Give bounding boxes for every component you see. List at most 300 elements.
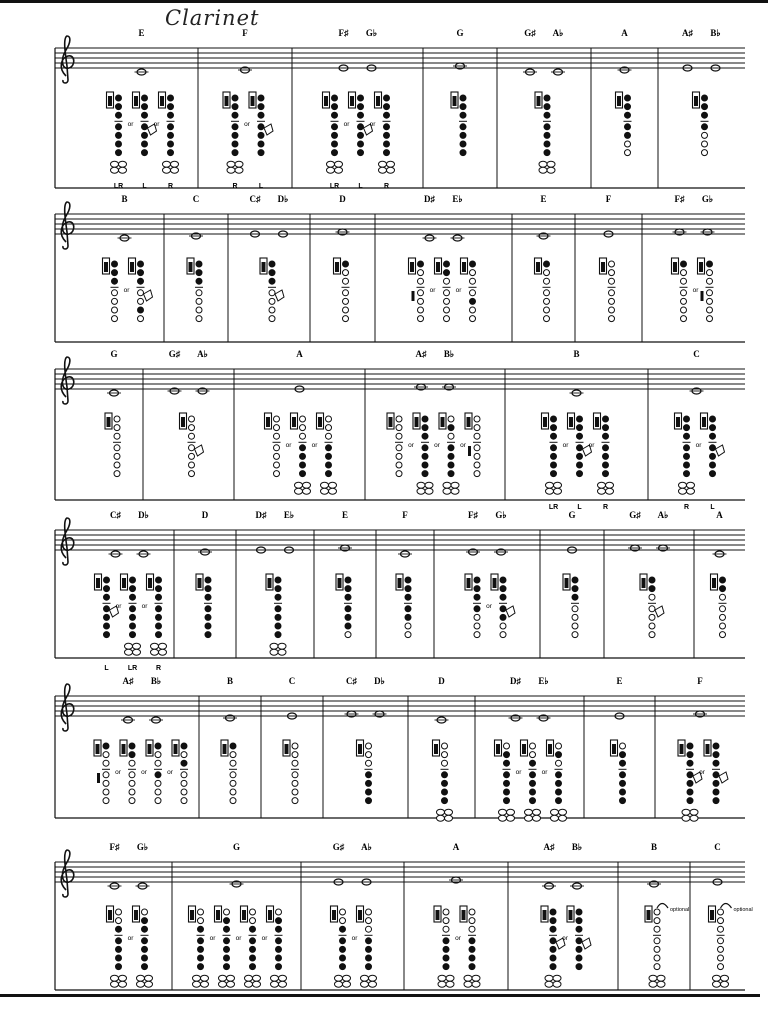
open-hole [469,926,475,932]
closed-hole [358,104,364,110]
little-finger-key [417,488,425,494]
open-hole [189,416,195,422]
register-key [96,578,100,588]
note-cell [105,349,121,477]
note-cell [187,194,203,322]
note-cell [168,349,210,477]
closed-hole [620,798,626,804]
closed-hole [603,453,609,459]
little-finger-key [227,975,235,981]
note-cell [600,194,616,322]
closed-hole [168,95,174,101]
little-finger-key [219,981,227,987]
open-hole [366,760,372,766]
closed-hole [504,789,510,795]
register-key [496,744,500,754]
register-key [642,578,646,588]
register-key [160,96,164,106]
open-hole [474,425,480,431]
register-key [415,417,419,427]
closed-hole [422,433,428,439]
open-hole [112,316,118,322]
open-hole [681,307,687,313]
closed-hole [198,964,204,970]
closed-hole [710,453,716,459]
closed-hole [116,112,122,118]
fingering-diagram [611,740,627,804]
open-hole [544,316,550,322]
closed-hole [460,141,466,147]
open-hole [230,789,236,795]
register-key [332,910,336,920]
closed-hole [405,614,411,620]
closed-hole [684,471,690,477]
or-label: or [141,603,148,610]
note-name: A [296,349,303,359]
closed-hole [332,95,338,101]
little-finger-key [437,815,445,821]
open-hole [649,623,655,629]
open-hole [474,632,480,638]
open-hole [230,772,236,778]
open-hole [114,445,120,451]
closed-hole [500,577,506,583]
note-cell [107,842,153,987]
closed-hole [116,132,122,138]
register-key [174,744,178,754]
fingering-diagram [435,258,451,322]
closed-hole [332,124,338,130]
closed-hole [713,743,719,749]
closed-hole [198,938,204,944]
open-hole [138,316,144,322]
little-finger-key [137,981,145,987]
fingering-diagram [334,258,350,322]
closed-hole [300,453,306,459]
open-hole [250,909,256,915]
open-hole [718,946,724,952]
fingering-diagram [616,92,632,156]
closed-hole [544,112,550,118]
closed-hole [422,425,428,431]
closed-hole [103,743,109,749]
closed-hole [469,946,475,952]
register-key [130,262,134,272]
fingering-diagram [267,906,287,987]
little-finger-key [125,649,133,655]
closed-hole [332,150,338,156]
open-hole [274,416,280,422]
closed-hole [684,433,690,439]
optional-label: optional [733,907,753,913]
register-key [268,910,272,920]
note-cell [434,842,480,987]
or-label: or [515,769,522,776]
closed-hole [104,586,110,592]
side-key [506,606,515,617]
little-finger-key [193,975,201,981]
closed-hole [684,462,690,468]
note-name: G♯ [629,510,641,520]
closed-hole [470,261,476,267]
open-hole [292,760,298,766]
fingering-diagram [465,574,481,638]
note-name: B♭ [710,28,721,38]
closed-hole [576,918,582,924]
chart-row [55,28,745,190]
open-hole [366,918,372,924]
closed-hole [224,918,230,924]
closed-hole [155,743,161,749]
fingering-diagram [672,258,688,322]
little-finger-key [335,981,343,987]
closed-hole [205,594,211,600]
treble-clef [61,684,74,731]
hand-label: L [577,504,582,511]
fingering-diagram [600,258,616,322]
open-hole [189,433,195,439]
open-hole [405,623,411,629]
fingering-diagram [698,258,714,322]
closed-hole [625,95,631,101]
open-hole [292,798,298,804]
open-hole [155,760,161,766]
hand-label: L [358,183,363,190]
closed-hole [366,964,372,970]
little-finger-key [525,809,533,815]
open-hole [103,772,109,778]
closed-hole [551,433,557,439]
note-name: F♯ [468,510,478,520]
fingering-diagram [704,740,728,804]
closed-hole [345,606,351,612]
open-hole [707,270,713,276]
or-label: or [699,769,705,776]
closed-hole [556,772,562,778]
little-finger-key [321,488,329,494]
note-name: G♭ [365,28,378,38]
open-hole [155,752,161,758]
closed-hole [358,112,364,118]
closed-hole [366,789,372,795]
closed-hole [112,278,118,284]
note-cell [221,676,237,804]
note-name: G♭ [136,842,149,852]
closed-hole [576,964,582,970]
or-label: or [167,769,173,776]
open-hole [181,798,187,804]
open-hole [654,955,660,961]
closed-hole [550,938,556,944]
note-cell [336,510,352,638]
open-hole [155,780,161,786]
note-name: G♯ [524,28,536,38]
open-hole [230,760,236,766]
little-finger-key [193,981,201,987]
closed-hole [684,416,690,422]
register-key [441,417,445,427]
closed-hole [168,150,174,156]
or-label: or [209,935,216,942]
trill-key [97,773,100,783]
little-finger-key [235,167,243,173]
little-finger-key [133,643,141,649]
open-hole [274,425,280,431]
open-hole [116,909,122,915]
closed-hole [577,425,583,431]
note-name: C [714,842,721,852]
open-hole [418,307,424,313]
closed-hole [129,752,135,758]
closed-hole [448,425,454,431]
closed-hole [258,141,264,147]
note-name: A♭ [361,842,372,852]
closed-hole [418,261,424,267]
closed-hole [384,132,390,138]
or-label: or [123,287,130,294]
open-hole [443,926,449,932]
register-key [410,262,414,272]
open-hole [707,278,713,284]
note-name: G [456,28,464,38]
note-name: E [540,194,547,204]
closed-hole [196,270,202,276]
little-finger-key [539,167,547,173]
register-key [251,96,255,106]
open-hole [300,425,306,431]
note-name: F [402,510,408,520]
closed-hole [577,453,583,459]
side-key [582,938,591,949]
little-finger-key [270,649,278,655]
note-cell [541,842,591,987]
closed-hole [551,416,557,422]
closed-hole [442,772,448,778]
open-hole [544,278,550,284]
open-hole [366,909,372,915]
open-hole [718,926,724,932]
chart-row [55,510,745,672]
closed-hole [326,445,332,451]
note-name: E♭ [538,676,549,686]
treble-clef [61,518,74,565]
open-hole [718,964,724,970]
open-hole [720,614,726,620]
register-key [569,910,573,920]
note-name: F♯ [109,842,120,852]
note-name: A♯ [543,842,555,852]
closed-hole [138,278,144,284]
closed-hole [269,278,275,284]
little-finger-key [687,482,695,488]
register-key [189,262,193,272]
fingering-diagram [413,413,433,494]
register-key [462,910,466,920]
open-hole [418,278,424,284]
open-hole [181,789,187,795]
closed-hole [142,926,148,932]
register-key [522,744,526,754]
chart-row [55,676,745,821]
closed-hole [275,586,281,592]
closed-hole [405,594,411,600]
register-key [358,910,362,920]
closed-hole [340,955,346,961]
little-finger-key [379,161,387,167]
open-hole [556,743,562,749]
register-key [676,417,680,427]
closed-hole [720,577,726,583]
closed-hole [340,964,346,970]
little-finger-key [559,815,567,821]
closed-hole [276,938,282,944]
note-name: F♯ [674,194,685,204]
fingering-diagram [535,92,555,173]
register-key [225,96,229,106]
little-finger-key [303,482,311,488]
closed-hole [474,586,480,592]
register-key [134,910,138,920]
open-hole [343,270,349,276]
or-label: or [460,442,466,449]
closed-hole [130,586,136,592]
note-name: G [110,349,118,359]
open-hole [345,632,351,638]
little-finger-key [451,488,459,494]
or-label: or [486,603,492,610]
little-finger-key [279,975,287,981]
fingering-diagram [645,904,689,988]
little-finger-key [159,643,167,649]
open-hole [609,278,615,284]
little-finger-key [295,482,303,488]
hand-label: L [142,183,147,190]
open-hole [474,623,480,629]
closed-hole [448,462,454,468]
closed-hole [448,453,454,459]
closed-hole [576,946,582,952]
closed-hole [687,760,693,766]
little-finger-key [159,649,167,655]
register-key [318,417,322,427]
little-finger-key [533,809,541,815]
open-hole [292,752,298,758]
closed-hole [603,416,609,422]
note-name: G♭ [495,510,507,520]
little-finger-key [119,981,127,987]
closed-hole [620,789,626,795]
fingering-diagram [491,574,515,638]
hand-label: LR [113,183,124,190]
closed-hole [232,150,238,156]
open-hole [572,606,578,612]
note-cell [495,676,567,821]
hand-label: R [155,665,162,672]
little-finger-key [682,809,690,815]
or-label: or [127,121,134,128]
closed-hole [460,150,466,156]
open-hole [609,270,615,276]
open-hole [474,453,480,459]
closed-hole [530,780,536,786]
open-hole [189,445,195,451]
register-key [595,417,599,427]
little-finger-key [438,981,446,987]
note-name: G [232,842,241,852]
open-hole [654,918,660,924]
open-hole [718,918,724,924]
closed-hole [258,124,264,130]
closed-hole [384,95,390,101]
register-key [537,96,541,106]
open-hole [129,780,135,786]
open-hole [155,789,161,795]
closed-hole [702,104,708,110]
little-finger-key [369,981,377,987]
fingering-diagram [283,740,299,804]
fingering-diagram [675,413,695,511]
little-finger-key [201,981,209,987]
closed-hole [112,261,118,267]
little-finger-key [163,167,171,173]
open-hole [720,623,726,629]
hand-label: LR [329,183,340,190]
closed-hole [116,964,122,970]
closed-hole [577,433,583,439]
little-finger-key [554,482,562,488]
open-hole [702,141,708,147]
closed-hole [710,425,716,431]
open-hole [681,298,687,304]
open-hole [198,918,204,924]
hand-label: R [232,183,238,190]
little-finger-key [551,815,559,821]
little-finger-key [379,167,387,173]
open-hole [474,614,480,620]
open-hole [326,433,332,439]
note-name: C [288,676,296,686]
closed-hole [142,112,148,118]
note-cell [672,194,715,322]
register-key [436,910,440,920]
little-finger-key [133,649,141,655]
note-name: A♯ [415,349,427,359]
little-finger-key [253,975,261,981]
closed-hole [550,918,556,924]
closed-hole [544,261,550,267]
closed-hole [469,964,475,970]
open-hole [470,307,476,313]
little-finger-key [278,649,286,655]
closed-hole [104,623,110,629]
closed-hole [625,124,631,130]
open-hole [442,743,448,749]
fingering-diagram [291,413,311,494]
note-name: A [452,842,460,852]
register-key [350,96,354,106]
closed-hole [384,124,390,130]
closed-hole [224,946,230,952]
page-title: Clarinet [165,6,260,30]
hand-label: R [602,504,609,511]
open-hole [444,316,450,322]
fingering-diagram [172,740,188,804]
note-name: B [573,349,580,359]
register-key [543,910,547,920]
little-finger-key [163,161,171,167]
note-name: F [242,28,248,38]
note-name: C♯ [346,676,357,686]
